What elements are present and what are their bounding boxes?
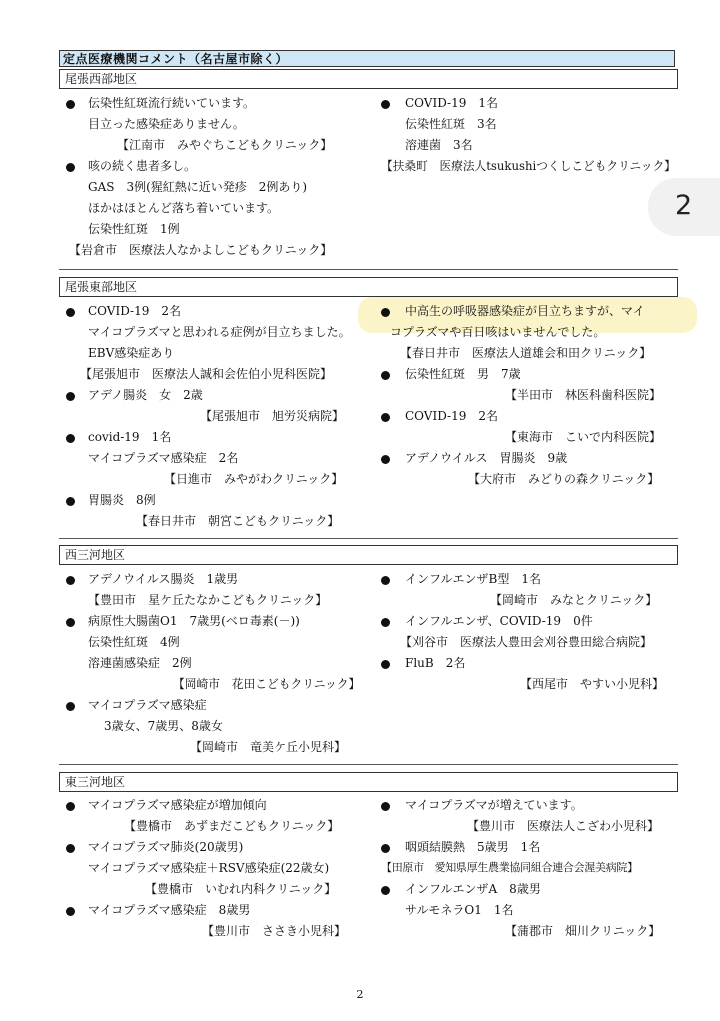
- bullet-icon: [66, 802, 75, 811]
- comment-line: covid-19 1名: [88, 430, 172, 444]
- bullet-icon: [381, 802, 390, 811]
- bullet-icon: [66, 392, 75, 401]
- section-divider: [59, 538, 678, 539]
- clinic-label: 【東海市 こいで内科医院】: [505, 430, 662, 444]
- comment-line: COVID-19 1名: [405, 96, 499, 110]
- comment-line: 伝染性紅斑 4例: [88, 635, 180, 649]
- comment-line: サルモネラO1 1名: [405, 903, 514, 917]
- clinic-label: 【江南市 みやぐちこどもクリニック】: [117, 138, 333, 152]
- clinic-label: 【豊川市 ささき小児科】: [202, 924, 347, 938]
- comment-line: 3歳女、7歳男、8歳女: [104, 719, 223, 733]
- clinic-label: 【豊橋市 いむれ内科クリニック】: [145, 882, 337, 896]
- clinic-label: 【春日井市 朝宮こどもクリニック】: [136, 514, 340, 528]
- clinic-label: 【岩倉市 医療法人なかよしこどもクリニック】: [69, 243, 333, 257]
- clinic-label: 【西尾市 やすい小児科】: [520, 677, 665, 691]
- bullet-icon: [66, 163, 75, 172]
- bullet-icon: [66, 308, 75, 317]
- bullet-icon: [381, 371, 390, 380]
- bullet-icon: [381, 886, 390, 895]
- comment-line: インフルエンザA 8歳男: [405, 882, 541, 896]
- bullet-icon: [381, 455, 390, 464]
- bullet-icon: [66, 702, 75, 711]
- bullet-icon: [381, 100, 390, 109]
- clinic-label: 【日進市 みやがわクリニック】: [164, 472, 344, 486]
- bullet-icon: [66, 100, 75, 109]
- side-page-number: 2: [675, 190, 693, 221]
- section-divider: [59, 269, 678, 270]
- comment-line: アデノウイルス 胃腸炎 9歳: [405, 451, 568, 465]
- region-header-owari-east: 尾張東部地区: [59, 277, 678, 297]
- comment-line: 胃腸炎 8例: [88, 493, 156, 507]
- bullet-icon: [381, 660, 390, 669]
- comment-line: マイコプラズマが増えています。: [405, 798, 583, 812]
- clinic-label: 【豊橋市 あずまだこどもクリニック】: [124, 819, 340, 833]
- comment-line: 病原性大腸菌O1 7歳男(ベロ毒素(－)): [88, 614, 300, 628]
- bullet-icon: [381, 308, 390, 317]
- comment-line: アデノ腸炎 女 2歳: [88, 388, 203, 402]
- comment-line: COVID-19 2名: [88, 304, 182, 318]
- comment-line: アデノウイルス腸炎 1歳男: [88, 572, 239, 586]
- comment-line: 伝染性紅斑流行続いています。: [88, 96, 256, 110]
- comment-line: コプラズマや百日咳はいませんでした。: [390, 325, 606, 339]
- clinic-label: 【扶桑町 医療法人tsukushiつくしこどもクリニック】: [381, 159, 676, 173]
- bullet-icon: [66, 434, 75, 443]
- comment-line: FluB 2名: [405, 656, 466, 670]
- comment-line: 咳の続く患者多し。: [88, 159, 197, 173]
- bullet-icon: [66, 907, 75, 916]
- comment-line: マイコプラズマ感染症＋RSV感染症(22歳女): [88, 861, 330, 875]
- comment-line: 咽頭結膜熱 5歳男 1名: [405, 840, 541, 854]
- page-title: 定点医療機関コメント（名古屋市除く）: [59, 50, 675, 67]
- clinic-label: 【田原市 愛知県厚生農業協同組合連合会渥美病院】: [381, 861, 638, 874]
- comment-line: インフルエンザ、COVID-19 0件: [405, 614, 593, 628]
- bullet-icon: [66, 576, 75, 585]
- comment-line: マイコプラズマ感染症 2名: [88, 451, 239, 465]
- comment-line: 伝染性紅斑 1例: [88, 222, 180, 236]
- clinic-label: 【尾張旭市 医療法人誠和会佐伯小児科医院】: [80, 367, 333, 381]
- comment-line: COVID-19 2名: [405, 409, 499, 423]
- clinic-label: 【岡崎市 花田こどもクリニック】: [173, 677, 361, 691]
- comment-line: 目立った感染症ありません。: [88, 117, 245, 131]
- comment-line: 溶連菌感染症 2例: [88, 656, 192, 670]
- clinic-label: 【春日井市 医療法人道雄会和田クリニック】: [400, 346, 652, 360]
- clinic-label: 【刈谷市 医療法人豊田会刈谷豊田総合病院】: [400, 635, 653, 649]
- bullet-icon: [381, 413, 390, 422]
- comment-line: EBV感染症あり: [88, 346, 175, 360]
- clinic-label: 【豊田市 星ケ丘たなかこどもクリニック】: [88, 593, 328, 607]
- comment-line: 伝染性紅斑 男 7歳: [405, 367, 521, 381]
- region-header-owari-west: 尾張西部地区: [59, 69, 678, 89]
- clinic-label: 【岡崎市 みなとクリニック】: [490, 593, 658, 607]
- bullet-icon: [66, 844, 75, 853]
- comment-line: マイコプラズマと思われる症例が目立ちました。: [88, 325, 351, 339]
- clinic-label: 【蒲郡市 畑川クリニック】: [505, 924, 661, 938]
- comment-line: マイコプラズマ肺炎(20歳男): [88, 840, 244, 854]
- comment-line: 溶連菌 3名: [405, 138, 473, 152]
- comment-line: マイコプラズマ感染症が増加傾向: [88, 798, 267, 812]
- clinic-label: 【豊川市 医療法人こざわ小児科】: [467, 819, 660, 833]
- comment-line: インフルエンザB型 1名: [405, 572, 541, 586]
- clinic-label: 【半田市 林医科歯科医院】: [505, 388, 662, 402]
- bullet-icon: [66, 618, 75, 627]
- comment-line: 伝染性紅斑 3名: [405, 117, 497, 131]
- region-header-higashimikawa: 東三河地区: [59, 772, 678, 792]
- clinic-label: 【岡崎市 竜美ケ丘小児科】: [190, 740, 347, 754]
- bullet-icon: [381, 844, 390, 853]
- clinic-label: 【尾張旭市 旭労災病院】: [200, 409, 345, 423]
- page-footer-number: 2: [356, 988, 364, 1001]
- clinic-label: 【大府市 みどりの森クリニック】: [468, 472, 660, 486]
- region-header-nishimikawa: 西三河地区: [59, 545, 678, 565]
- comment-line: マイコプラズマ感染症 8歳男: [88, 903, 251, 917]
- comment-line: ほかはほとんど落ち着いています。: [88, 201, 280, 215]
- bullet-icon: [381, 576, 390, 585]
- section-divider: [59, 764, 678, 765]
- comment-line: GAS 3例(猩紅熱に近い発疹 2例あり): [88, 180, 308, 194]
- bullet-icon: [381, 618, 390, 627]
- comment-line: マイコプラズマ感染症: [88, 698, 207, 712]
- bullet-icon: [66, 497, 75, 506]
- comment-line: 中高生の呼吸器感染症が目立ちますが、マイ: [405, 304, 645, 318]
